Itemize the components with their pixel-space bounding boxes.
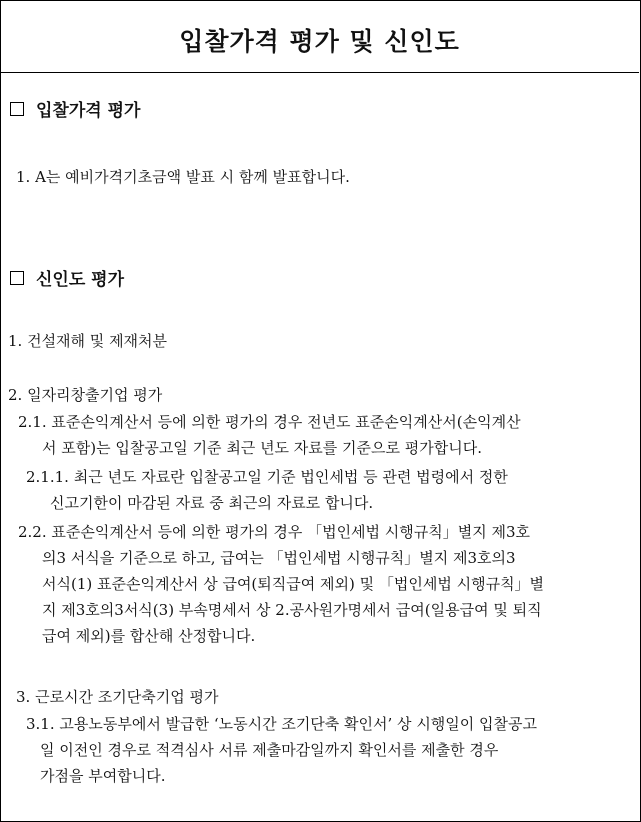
- section-heading-label: 신인도 평가: [36, 270, 125, 290]
- paragraph-line: 2.1. 표준손익계산서 등에 의한 평가의 경우 전년도 표준손익계산서(손익계산: [18, 413, 521, 431]
- credibility-item-3: 3. 근로시간 조기단축기업 평가: [16, 688, 219, 706]
- checkbox-square-icon: [10, 102, 24, 116]
- paragraph-3-1: [26, 711, 630, 789]
- paragraph-line: 서식(1) 표준손익계산서 상 급여(퇴직급여 제외) 및 「법인세법 시행규칙」별: [42, 575, 545, 593]
- credibility-item-1: 1. 건설재해 및 제재처분: [8, 332, 168, 350]
- paragraph-line: 2.2. 표준손익계산서 등에 의한 평가의 경우 「법인세법 시행규칙」별지 제3호: [18, 523, 531, 541]
- section-heading-bid-price: [10, 96, 140, 121]
- title-box: [0, 0, 639, 73]
- paragraph-line: 일 이전인 경우로 적격심사 서류 제출마감일까지 확인서를 제출한 경우: [40, 741, 499, 759]
- paragraph-line: 3.1. 고용노동부에서 발급한 ‘노동시간 조기단축 확인서’ 상 시행일이 입찰공고: [26, 715, 538, 733]
- paragraph-line: 지 제3호의3서식(3) 부속명세서 상 2.공사원가명세서 급여(일용급여 및 퇴직: [42, 601, 542, 619]
- paragraph-2-2: [18, 519, 630, 649]
- paragraph-line: 신고기한이 마감된 자료 중 최근의 자료로 합니다.: [50, 494, 374, 512]
- paragraph-line: 가점을 부여합니다.: [40, 767, 166, 785]
- bid-price-item-1: 1. A는 예비가격기초금액 발표 시 함께 발표합니다.: [16, 168, 350, 186]
- credibility-item-2: 2. 일자리창출기업 평가: [8, 386, 163, 404]
- checkbox-square-icon: [10, 271, 24, 285]
- paragraph-line: 2.1.1. 최근 년도 자료란 입찰공고일 기준 법인세법 등 관련 법령에서 정한: [26, 468, 508, 486]
- section-heading-label: 입찰가격 평가: [36, 101, 141, 121]
- paragraph-2-1-1: [26, 464, 630, 516]
- section-heading-credibility: [10, 265, 124, 290]
- paragraph-2-1: [18, 409, 630, 461]
- paragraph-line: 서 포함)는 입찰공고일 기준 최근 년도 자료를 기준으로 평가합니다.: [42, 439, 482, 457]
- paragraph-line: 급여 제외)를 합산해 산정합니다.: [42, 627, 256, 645]
- paragraph-line: 의3 서식을 기준으로 하고, 급여는 「법인세법 시행규칙」별지 제3호의3: [42, 549, 516, 567]
- page-title: 입찰가격 평가 및 신인도: [179, 27, 460, 56]
